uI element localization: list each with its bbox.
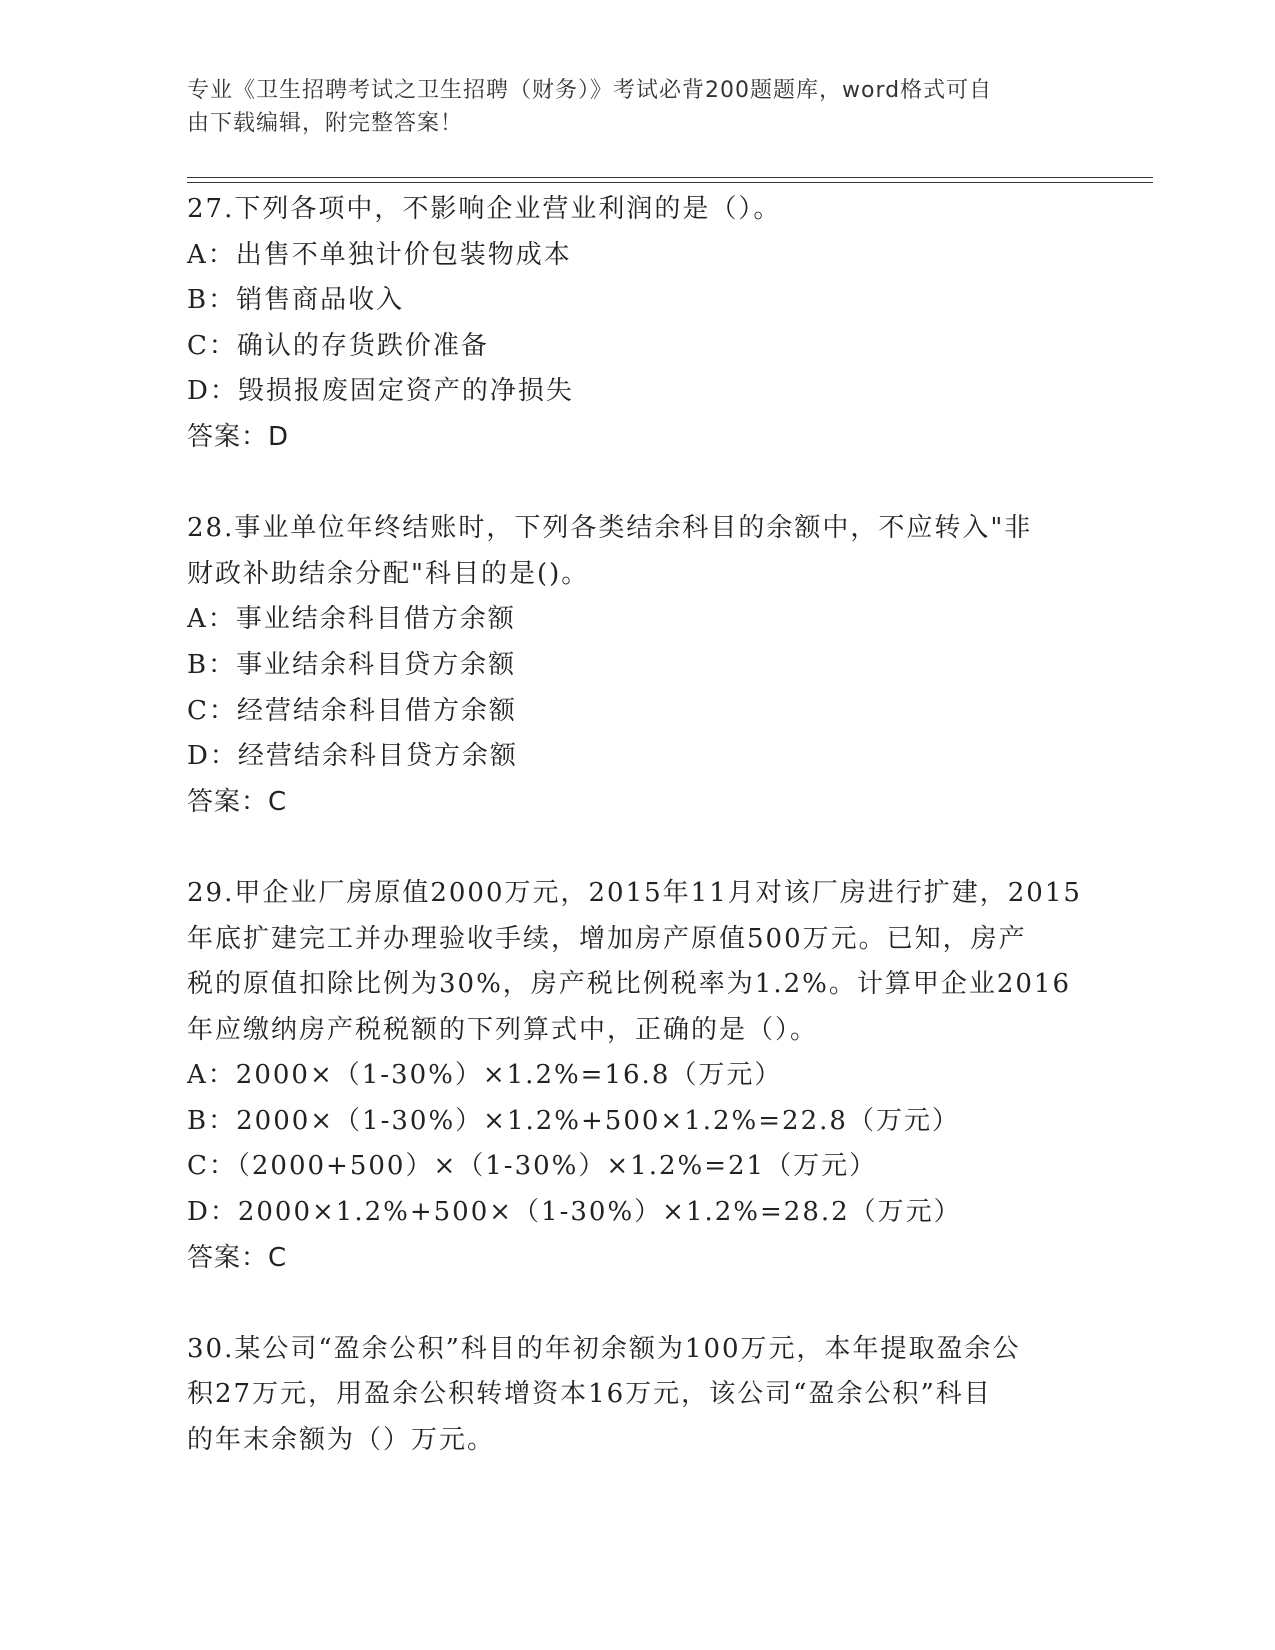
question-stem: 27.下列各项中，不影响企业营业利润的是（）。	[187, 194, 782, 224]
question-stem: 年底扩建完工并办理验收手续，增加房产原值500万元。已知，房产	[187, 923, 1027, 954]
question-stem: 积27万元，用盈余公积转增资本16万元，该公司“盈余公积”科目	[187, 1379, 992, 1410]
question-stem: 财政补助结余分配"科目的是()。	[187, 558, 590, 589]
option-a: A：出售不单独计价包装物成本	[187, 239, 572, 270]
option-d: D：毁损报废固定资产的净损失	[187, 376, 574, 407]
question-item	[187, 187, 1087, 461]
question-stem: 的年末余额为（）万元。	[187, 1425, 496, 1456]
question-stem: 28.事业单位年终结账时，下列各类结余科目的余额中，不应转入"非	[187, 513, 1033, 544]
header-line: 专业《卫生招聘考试之卫生招聘（财务）》考试必背200题题库，word格式可自	[187, 78, 993, 103]
header-divider	[187, 182, 1153, 183]
question-list	[187, 187, 1087, 1464]
spacer	[187, 1281, 1087, 1327]
question-stem: 税的原值扣除比例为30%，房产税比例税率为1.2%。计算甲企业2016	[187, 969, 1072, 1000]
option-b: B：2000×（1-30%）×1.2%+500×1.2%=22.8（万元）	[187, 1105, 960, 1136]
question-item	[187, 506, 1087, 825]
question-stem: 29.甲企业厂房原值2000万元，2015年11月对该厂房进行扩建，2015	[187, 877, 1082, 908]
answer-line: 答案：C	[187, 1242, 288, 1273]
header-divider	[187, 177, 1153, 178]
question-stem: 30.某公司“盈余公积”科目的年初余额为100万元，本年提取盈余公	[187, 1333, 1021, 1364]
answer-line: 答案：D	[187, 421, 290, 452]
option-a: A：事业结余科目借方余额	[187, 604, 516, 635]
option-c: C：经营结余科目借方余额	[187, 695, 517, 726]
question-stem: 年应缴纳房产税税额的下列算式中，正确的是（）。	[187, 1014, 819, 1045]
spacer	[187, 461, 1087, 507]
option-b: B：销售商品收入	[187, 285, 405, 316]
spacer	[187, 825, 1087, 871]
option-c: C：确认的存货跌价准备	[187, 330, 489, 361]
option-c: C：（2000+500）×（1-30%）×1.2%=21（万元）	[187, 1151, 878, 1182]
header-line: 由下载编辑，附完整答案！	[187, 111, 464, 136]
answer-line: 答案：C	[187, 786, 288, 817]
option-d: D：2000×1.2%+500×（1-30%）×1.2%=28.2（万元）	[187, 1197, 962, 1228]
question-item	[187, 1327, 1087, 1464]
document-header	[187, 74, 1067, 140]
option-d: D：经营结余科目贷方余额	[187, 741, 518, 772]
option-b: B：事业结余科目贷方余额	[187, 649, 517, 680]
option-a: A：2000×（1-30%）×1.2%=16.8（万元）	[187, 1060, 783, 1091]
question-item	[187, 871, 1087, 1281]
